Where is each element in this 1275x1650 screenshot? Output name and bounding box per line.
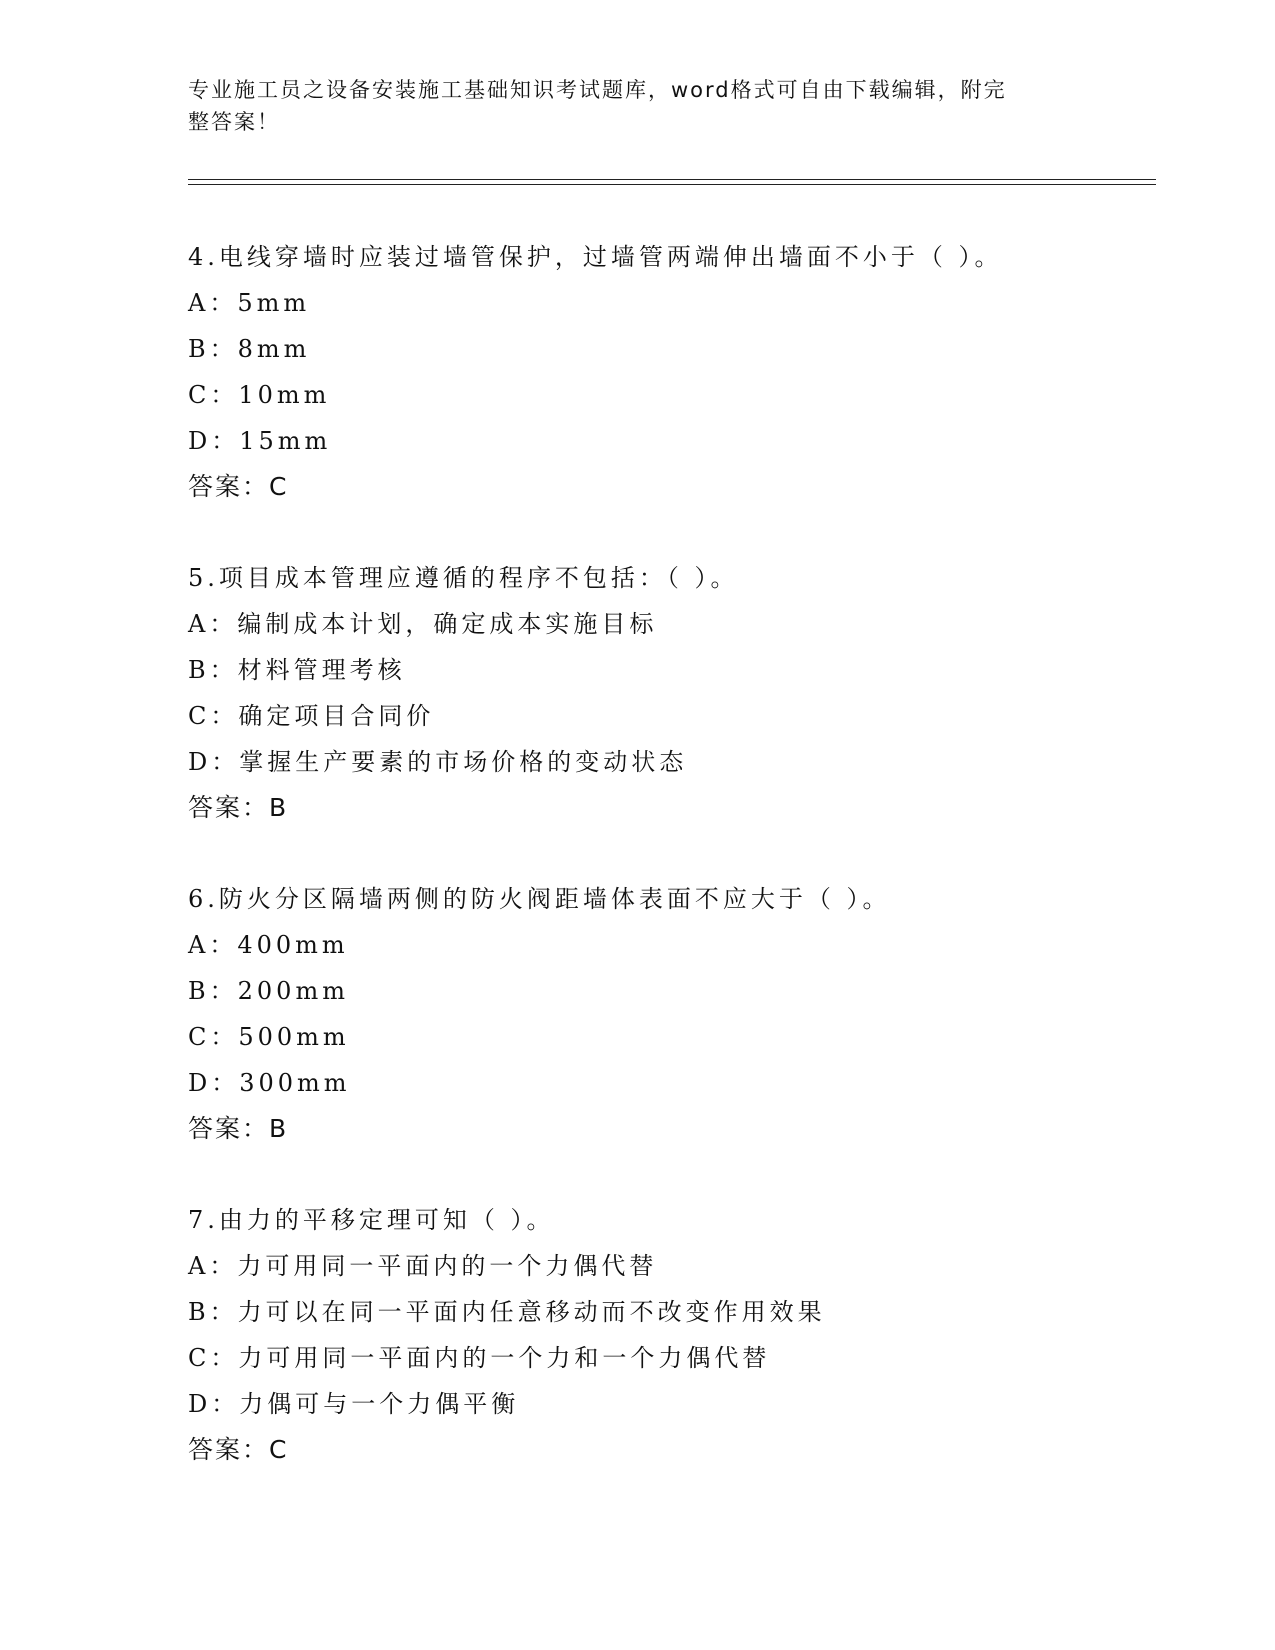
question-block [188, 1203, 1148, 1479]
option-a: A：力可用同一平面内的一个力偶代替 [188, 1252, 658, 1280]
option-b: B：材料管理考核 [188, 656, 406, 684]
document-header [188, 74, 1068, 138]
option-a: A：5mm [188, 289, 311, 317]
option-b: B：200mm [188, 977, 349, 1005]
question-block [188, 882, 1148, 1158]
answer-line: 答案：C [188, 1435, 289, 1464]
header-divider-top [188, 179, 1156, 180]
option-d: D：掌握生产要素的市场价格的变动状态 [188, 748, 688, 776]
question-text: 7.由力的平移定理可知（ ）。 [188, 1206, 555, 1234]
question-text: 6.防火分区隔墙两侧的防火阀距墙体表面不应大于（ ）。 [188, 885, 891, 913]
option-d: D：300mm [188, 1069, 351, 1097]
question-text: 5.项目成本管理应遵循的程序不包括：（ ）。 [188, 564, 739, 592]
option-c: C：力可用同一平面内的一个力和一个力偶代替 [188, 1344, 771, 1372]
answer-line: 答案：B [188, 793, 289, 822]
option-d: D：力偶可与一个力偶平衡 [188, 1390, 520, 1418]
answer-line: 答案：C [188, 472, 289, 501]
option-b: B：8mm [188, 335, 311, 363]
option-c: C：500mm [188, 1023, 350, 1051]
option-c: C：10mm [188, 381, 331, 409]
answer-line: 答案：B [188, 1114, 289, 1143]
option-a: A：400mm [188, 931, 349, 959]
question-block [188, 561, 1148, 837]
header-line-2: 整答案！ [188, 110, 280, 134]
header-line-1: 专业施工员之设备安装施工基础知识考试题库，word格式可自由下载编辑，附完 [188, 78, 1007, 102]
option-b: B：力可以在同一平面内任意移动而不改变作用效果 [188, 1298, 826, 1326]
question-text: 4.电线穿墙时应装过墙管保护，过墙管两端伸出墙面不小于（ ）。 [188, 243, 1003, 271]
option-a: A：编制成本计划，确定成本实施目标 [188, 610, 658, 638]
header-divider-bottom [188, 184, 1156, 185]
option-d: D：15mm [188, 427, 332, 455]
question-block [188, 240, 1148, 516]
option-c: C：确定项目合同价 [188, 702, 435, 730]
